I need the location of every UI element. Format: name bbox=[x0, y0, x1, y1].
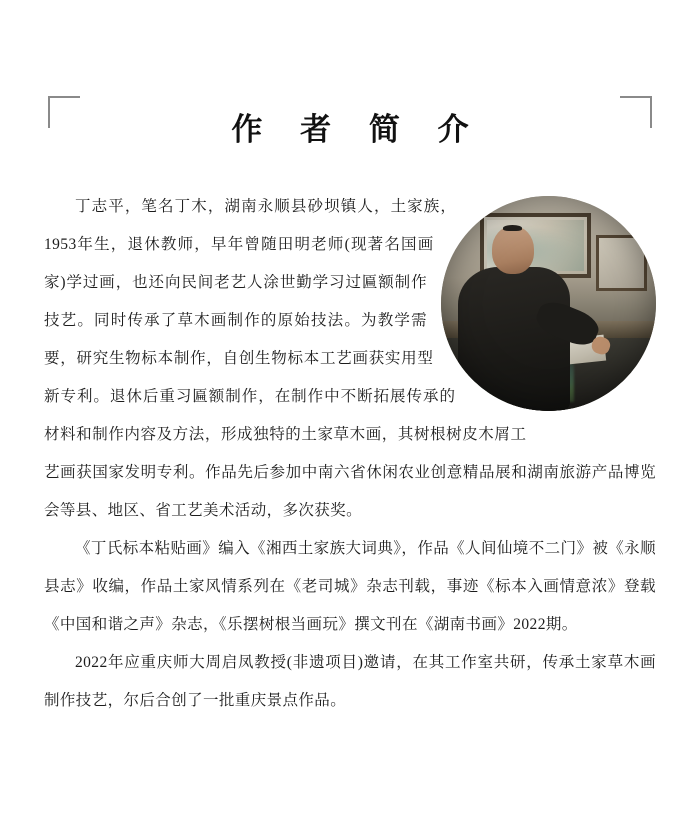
paragraph-bio: 丁志平，笔名丁木，湖南永顺县砂坝镇人，土家族，1953年生，退休教师，早年曾随田明老师(现著名国画家)学过画，也还向民间老艺人涂世勤学习过匾额制作技艺。同时传承了草木画制作的原始技法。为教学需要，研究生物标本制作，自创生物标本工艺画获实用型新专利。退休后重习匾额制作，在制作中不断拓展传承的材料和制作内容及方法，形成独特的土家草木画，其树根树皮木屑工艺画获国家发明专利。作品先后参加中南六省休闲农业创意精品展和湖南旅游产品博览会等县、地区、省工艺美术活动，多次获奖。 bbox=[44, 198, 656, 519]
document-body bbox=[44, 188, 656, 720]
page-title: 作 者 简 介 bbox=[231, 112, 484, 147]
paragraph-works: 《丁氏标本粘贴画》编入《湘西土家族大词典》，作品《人间仙境不二门》被《永顺县志》收编，作品土家风情系列在《老司城》杂志刊载，事迹《标本入画情意浓》登载《中国和谐之声》杂志，《乐摆树根当画玩》撰文刊在《湖南书画》2022期。 bbox=[44, 540, 656, 633]
paragraph-chongqing: 2022年应重庆师大周启凤教授(非遗项目)邀请，在其工作室共研，传承土家草木画制作技艺，尔后合创了一批重庆景点作品。 bbox=[44, 654, 656, 709]
